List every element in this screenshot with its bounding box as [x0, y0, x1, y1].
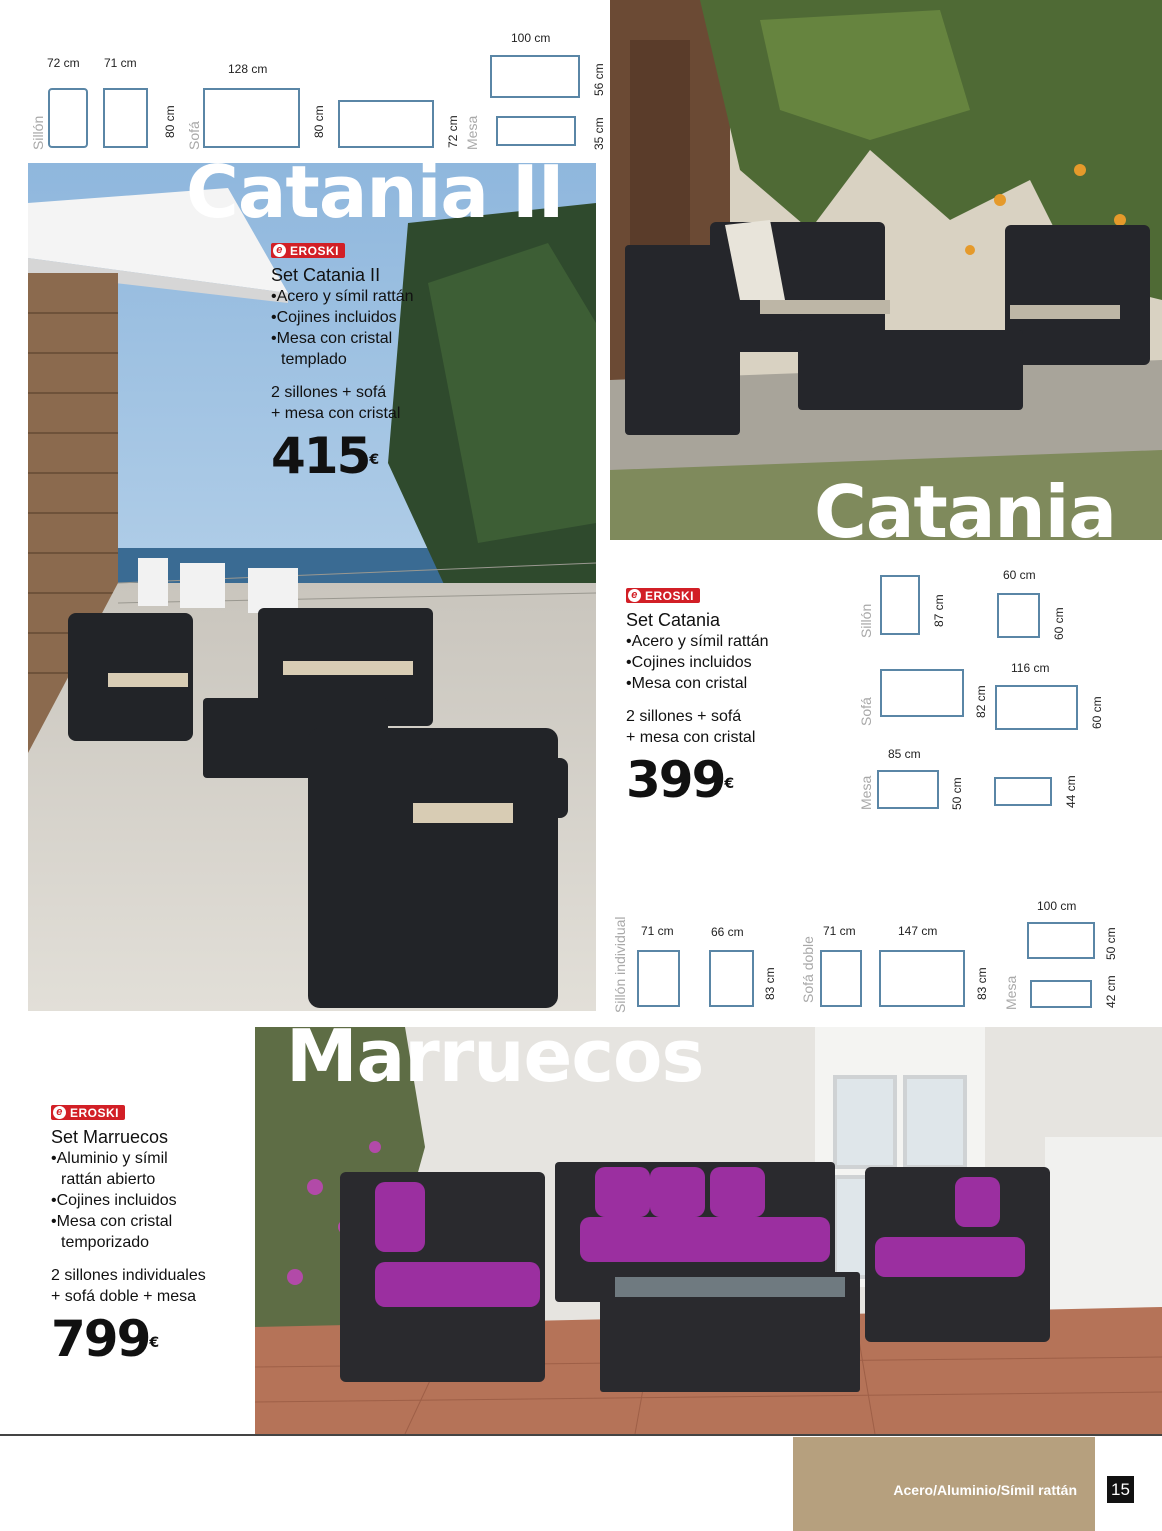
marruecos-sillon-height: 83 cm — [763, 967, 777, 1000]
marruecos-feature: •Mesa con cristal — [51, 1213, 173, 1230]
eroski-logo-icon: e — [628, 589, 641, 602]
marruecos-mesa-top-sketch — [1027, 922, 1095, 959]
catania2-mesa-width: 100 cm — [511, 31, 551, 45]
catania2-mesa-dim-label: Mesa — [464, 115, 480, 150]
catania2-mesa-height2: 35 cm — [592, 117, 606, 150]
catania2-feature: •Cojines incluidos — [271, 309, 397, 326]
catania2-feature: •Acero y símil rattán — [271, 288, 414, 305]
marruecos-sillon-dim-label: Sillón individual — [612, 916, 628, 1013]
catania2-sillon-width1: 72 cm — [47, 56, 80, 70]
catania-brand-logo: e EROSKI — [626, 588, 700, 603]
catania2-currency: € — [369, 452, 380, 468]
catania-sillon-depth: 60 cm — [1052, 607, 1066, 640]
catania2-brand-logo: e EROSKI — [271, 243, 345, 258]
marruecos-mesa-width: 100 cm — [1037, 899, 1077, 913]
footer-divider — [0, 1434, 1162, 1436]
catania-sillon-height: 87 cm — [932, 594, 946, 627]
eroski-logo-icon: e — [53, 1106, 66, 1119]
marruecos-sofa-front-sketch — [879, 950, 965, 1007]
marruecos-feature: •Aluminio y símil — [51, 1150, 168, 1167]
catania2-info — [271, 240, 471, 485]
marruecos-sofa-width2: 147 cm — [898, 924, 938, 938]
marruecos-feature: rattán abierto — [61, 1171, 156, 1188]
catania-sofa-dim-label: Sofá — [858, 697, 874, 726]
catania2-mesa-side-sketch — [496, 116, 576, 146]
catania-sillon-side-sketch — [880, 575, 920, 635]
marruecos-price: 799€ — [51, 1310, 160, 1368]
catania-sofa-height: 82 cm — [974, 685, 988, 718]
catania-mesa-top-sketch — [877, 770, 939, 809]
catania-mesa-width: 85 cm — [888, 747, 921, 761]
catania-currency: € — [724, 776, 735, 792]
catania-photo-image — [610, 0, 1162, 540]
marruecos-mesa-dim-label: Mesa — [1003, 975, 1019, 1010]
catania-mesa-height: 44 cm — [1064, 775, 1078, 808]
catania-mesa-dim-label: Mesa — [858, 775, 874, 810]
catania2-feature: •Mesa con cristal — [271, 330, 393, 347]
catania2-price: 415€ — [271, 427, 380, 485]
marruecos-brand-logo: e EROSKI — [51, 1105, 125, 1120]
catania-feature: •Mesa con cristal — [626, 675, 748, 692]
catania2-sillon-height: 80 cm — [163, 105, 177, 138]
catania-mesa-depth: 50 cm — [950, 777, 964, 810]
marruecos-mesa-side-sketch — [1030, 980, 1092, 1008]
catania2-sofa-width: 128 cm — [228, 62, 268, 76]
marruecos-sillon-side-sketch — [637, 950, 680, 1007]
marruecos-sillon-width1: 71 cm — [641, 924, 674, 938]
marruecos-info — [51, 1102, 251, 1368]
catania2-description-line2: + mesa con cristal — [271, 405, 401, 422]
catania2-description-line1: 2 sillones + sofá — [271, 384, 387, 401]
catania-sofa-front-sketch — [880, 669, 964, 717]
marruecos-description-line2: + sofá doble + mesa — [51, 1288, 196, 1305]
catania-feature: •Cojines incluidos — [626, 654, 752, 671]
catania-title: Catania — [814, 470, 1116, 554]
catania-sofa-depth: 60 cm — [1090, 696, 1104, 729]
catania2-sofa-sketch — [203, 88, 300, 148]
marruecos-sillon-front-sketch — [709, 950, 754, 1007]
marruecos-description-line1: 2 sillones individuales — [51, 1267, 206, 1284]
catania-price: 399€ — [626, 751, 735, 809]
catania-description-line1: 2 sillones + sofá — [626, 708, 742, 725]
marruecos-sofa-dim-label: Sofá doble — [800, 936, 816, 1003]
catania2-mesa-top-sketch — [490, 55, 580, 98]
catania2-sofa-dim-label: Sofá — [186, 121, 202, 150]
marruecos-product-name: Set Marruecos — [51, 1127, 169, 1147]
catania-sofa-width: 116 cm — [1011, 661, 1050, 675]
catania2-sillon-width2: 71 cm — [104, 56, 137, 70]
footer-category-bar — [793, 1437, 1095, 1531]
catania-sofa-top-sketch — [995, 685, 1078, 730]
marruecos-feature: •Cojines incluidos — [51, 1192, 177, 1209]
catania2-mesa-depth: 56 cm — [592, 63, 606, 96]
catania-product-name: Set Catania — [626, 610, 721, 630]
marruecos-sofa-height: 83 cm — [975, 967, 989, 1000]
eroski-logo-icon: e — [273, 244, 286, 257]
catania2-sofa-height: 80 cm — [312, 105, 326, 138]
catania-sillon-dim-label: Sillón — [858, 603, 874, 638]
catania2-sillon-front-sketch — [103, 88, 148, 148]
catania2-sillon-side-sketch — [48, 88, 88, 148]
marruecos-sillon-width2: 66 cm — [711, 925, 744, 939]
marruecos-currency: € — [149, 1335, 160, 1351]
catania-description-line2: + mesa con cristal — [626, 729, 756, 746]
catania-sillon-width: 60 cm — [1003, 568, 1036, 582]
marruecos-feature: temporizado — [61, 1234, 150, 1251]
marruecos-title: Marruecos — [286, 1014, 704, 1098]
catania2-title: Catania II — [186, 150, 564, 234]
marruecos-mesa-depth: 50 cm — [1104, 927, 1118, 960]
marruecos-mesa-height: 42 cm — [1104, 975, 1118, 1008]
catania-sillon-top-sketch — [997, 593, 1040, 638]
catania-feature: •Acero y símil rattán — [626, 633, 769, 650]
catania-info — [626, 585, 826, 809]
footer-category: Acero/Aluminio/Símil rattán — [893, 1482, 1077, 1498]
catania2-mesa-front-sketch — [338, 100, 434, 148]
catania-photo — [610, 0, 1162, 540]
catania-mesa-side-sketch — [994, 777, 1052, 806]
catania2-product-name: Set Catania II — [271, 265, 381, 285]
marruecos-sofa-side-sketch — [820, 950, 862, 1007]
page-number: 15 — [1107, 1476, 1134, 1503]
catania2-sillon-dim-label: Sillón — [30, 115, 46, 150]
catania2-mesa-height1: 72 cm — [446, 115, 460, 148]
catania2-feature: templado — [281, 351, 347, 368]
marruecos-sofa-width1: 71 cm — [823, 924, 856, 938]
